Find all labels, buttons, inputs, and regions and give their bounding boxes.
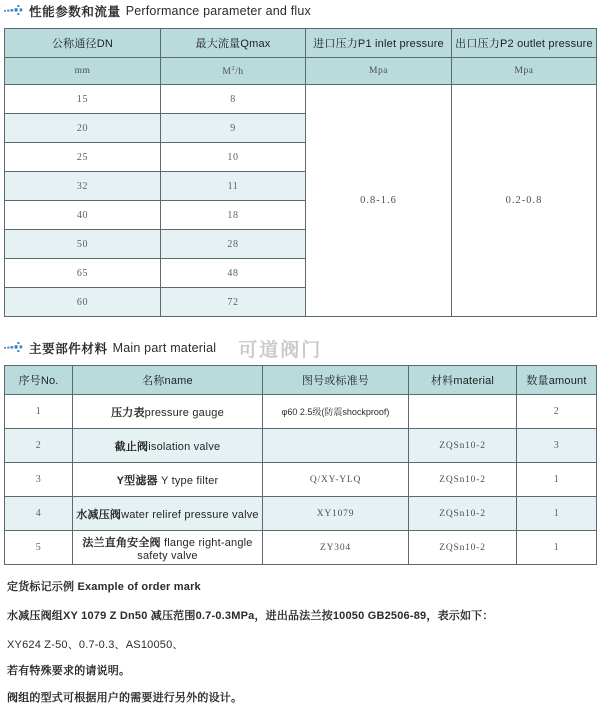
cell-qmax: 72 xyxy=(161,288,306,317)
table-units-row xyxy=(5,58,597,85)
parts-table xyxy=(4,365,597,565)
cell-qmax: 9 xyxy=(161,114,306,143)
cell-p1-merged: 0.8-1.6 xyxy=(306,85,452,317)
performance-table xyxy=(4,28,597,317)
cell-name xyxy=(73,497,263,531)
cell-no: 2 xyxy=(5,429,73,463)
cell-name-cn: 压力表 xyxy=(111,406,145,419)
cell-name-cn: 水减压阀 xyxy=(76,508,122,521)
column-header-p2 xyxy=(452,29,597,58)
cell-name-cn: 截止阀 xyxy=(114,440,149,453)
cell-p2-merged: 0.2-0.8 xyxy=(452,85,597,317)
cell-name xyxy=(73,463,263,497)
column-header-material: 材料material xyxy=(409,366,517,395)
cell-qmax: 48 xyxy=(161,259,306,288)
cell-qmax: 10 xyxy=(161,143,306,172)
cell-code: Q/XY-YLQ xyxy=(263,463,409,497)
cell-dn: 60 xyxy=(5,288,161,317)
cell-name-en: flange right-angle safety valve xyxy=(137,536,253,562)
table-row xyxy=(5,429,597,463)
cell-dn: 25 xyxy=(5,143,161,172)
column-header-qmax xyxy=(161,29,306,58)
header-text: 最大流量Qmax xyxy=(195,38,271,50)
table-row xyxy=(5,85,597,114)
cell-code xyxy=(263,429,409,463)
cell-dn: 50 xyxy=(5,230,161,259)
column-header-name: 名称name xyxy=(73,366,263,395)
note-line-5: 阀组的型式可根据用户的需要进行另外的设计。 xyxy=(7,692,243,704)
column-header-dn xyxy=(5,29,161,58)
cell-code: φ60 2.5级(防震shockproof) xyxy=(263,395,409,429)
unit-dn: mm xyxy=(5,58,161,85)
cell-name-en: isolation valve xyxy=(148,440,221,453)
table-header-row xyxy=(5,366,597,395)
cell-dn: 40 xyxy=(5,201,161,230)
dotted-arrow-icon xyxy=(4,4,26,18)
header-text-cn: 进口压力P1 xyxy=(313,38,372,50)
cell-amount: 1 xyxy=(517,497,597,531)
cell-name-en: pressure gauge xyxy=(144,406,224,419)
header-text-en: outlet pressure xyxy=(513,38,593,50)
cell-name-cn: Y型滤器 xyxy=(116,474,158,487)
header-text: 公称通径DN xyxy=(51,38,114,50)
cell-dn: 32 xyxy=(5,172,161,201)
table-row xyxy=(5,395,597,429)
cell-name-en: Y type filter xyxy=(157,474,219,487)
cell-code: XY1079 xyxy=(263,497,409,531)
cell-name-en: water reliref pressure valve xyxy=(121,508,259,521)
table-header-row xyxy=(5,29,597,58)
header-text-cn: 出口压力P2 xyxy=(455,38,514,50)
header-text-en: inlet pressure xyxy=(371,38,444,50)
note-line-2: 水减压阀组XY 1079 Z Dn50 减压范围0.7-0.3MPa，进出品法兰按10050 GB2506-89，表示如下： xyxy=(7,609,494,622)
section-heading-performance xyxy=(4,0,596,22)
cell-dn: 20 xyxy=(5,114,161,143)
cell-dn: 65 xyxy=(5,259,161,288)
cell-no: 1 xyxy=(5,395,73,429)
cell-qmax: 18 xyxy=(161,201,306,230)
column-header-amount: 数量amount xyxy=(517,366,597,395)
cell-name xyxy=(73,531,263,565)
section-title-cn: 性能参数和流量 xyxy=(29,5,121,19)
column-header-p1 xyxy=(306,29,452,58)
cell-qmax: 28 xyxy=(161,230,306,259)
cell-amount: 2 xyxy=(517,395,597,429)
watermark-text: 可道阀门 xyxy=(238,339,323,361)
cell-material xyxy=(409,395,517,429)
cell-code: ZY304 xyxy=(263,531,409,565)
column-header-no: 序号No. xyxy=(5,366,73,395)
section-title-en: Performance parameter and flux xyxy=(125,4,311,18)
note-line-4: 若有特殊要求的请说明。 xyxy=(7,665,131,678)
table-row xyxy=(5,531,597,565)
section-title-en: Main part material xyxy=(112,341,217,355)
cell-name xyxy=(73,395,263,429)
cell-dn: 15 xyxy=(5,85,161,114)
cell-material: ZQSn10-2 xyxy=(409,497,517,531)
note-line-1: 定货标记示例 Example of order mark xyxy=(7,581,201,593)
cell-no: 5 xyxy=(5,531,73,565)
table-row xyxy=(5,497,597,531)
cell-name-cn: 法兰直角安全阀 xyxy=(82,536,161,549)
cell-no: 3 xyxy=(5,463,73,497)
dotted-arrow-icon xyxy=(4,341,26,355)
cell-material: ZQSn10-2 xyxy=(409,463,517,497)
cell-name xyxy=(73,429,263,463)
unit-qmax: $M^2/h$ xyxy=(161,58,306,85)
section-heading-materials xyxy=(4,337,596,359)
column-header-code: 图号或标准号 xyxy=(263,366,409,395)
note-line-3: XY624 Z-50、0.7-0.3、AS10050、 xyxy=(7,638,184,651)
cell-qmax: 11 xyxy=(161,172,306,201)
cell-amount: 3 xyxy=(517,429,597,463)
section-title-cn: 主要部件材料 xyxy=(29,342,108,356)
cell-amount: 1 xyxy=(517,463,597,497)
unit-p1: Mpa xyxy=(306,58,452,85)
unit-p2: Mpa xyxy=(452,58,597,85)
table-row xyxy=(5,463,597,497)
cell-qmax: 8 xyxy=(161,85,306,114)
cell-no: 4 xyxy=(5,497,73,531)
cell-material: ZQSn10-2 xyxy=(409,429,517,463)
order-mark-notes xyxy=(4,581,596,706)
cell-amount: 1 xyxy=(517,531,597,565)
cell-material: ZQSn10-2 xyxy=(409,531,517,565)
